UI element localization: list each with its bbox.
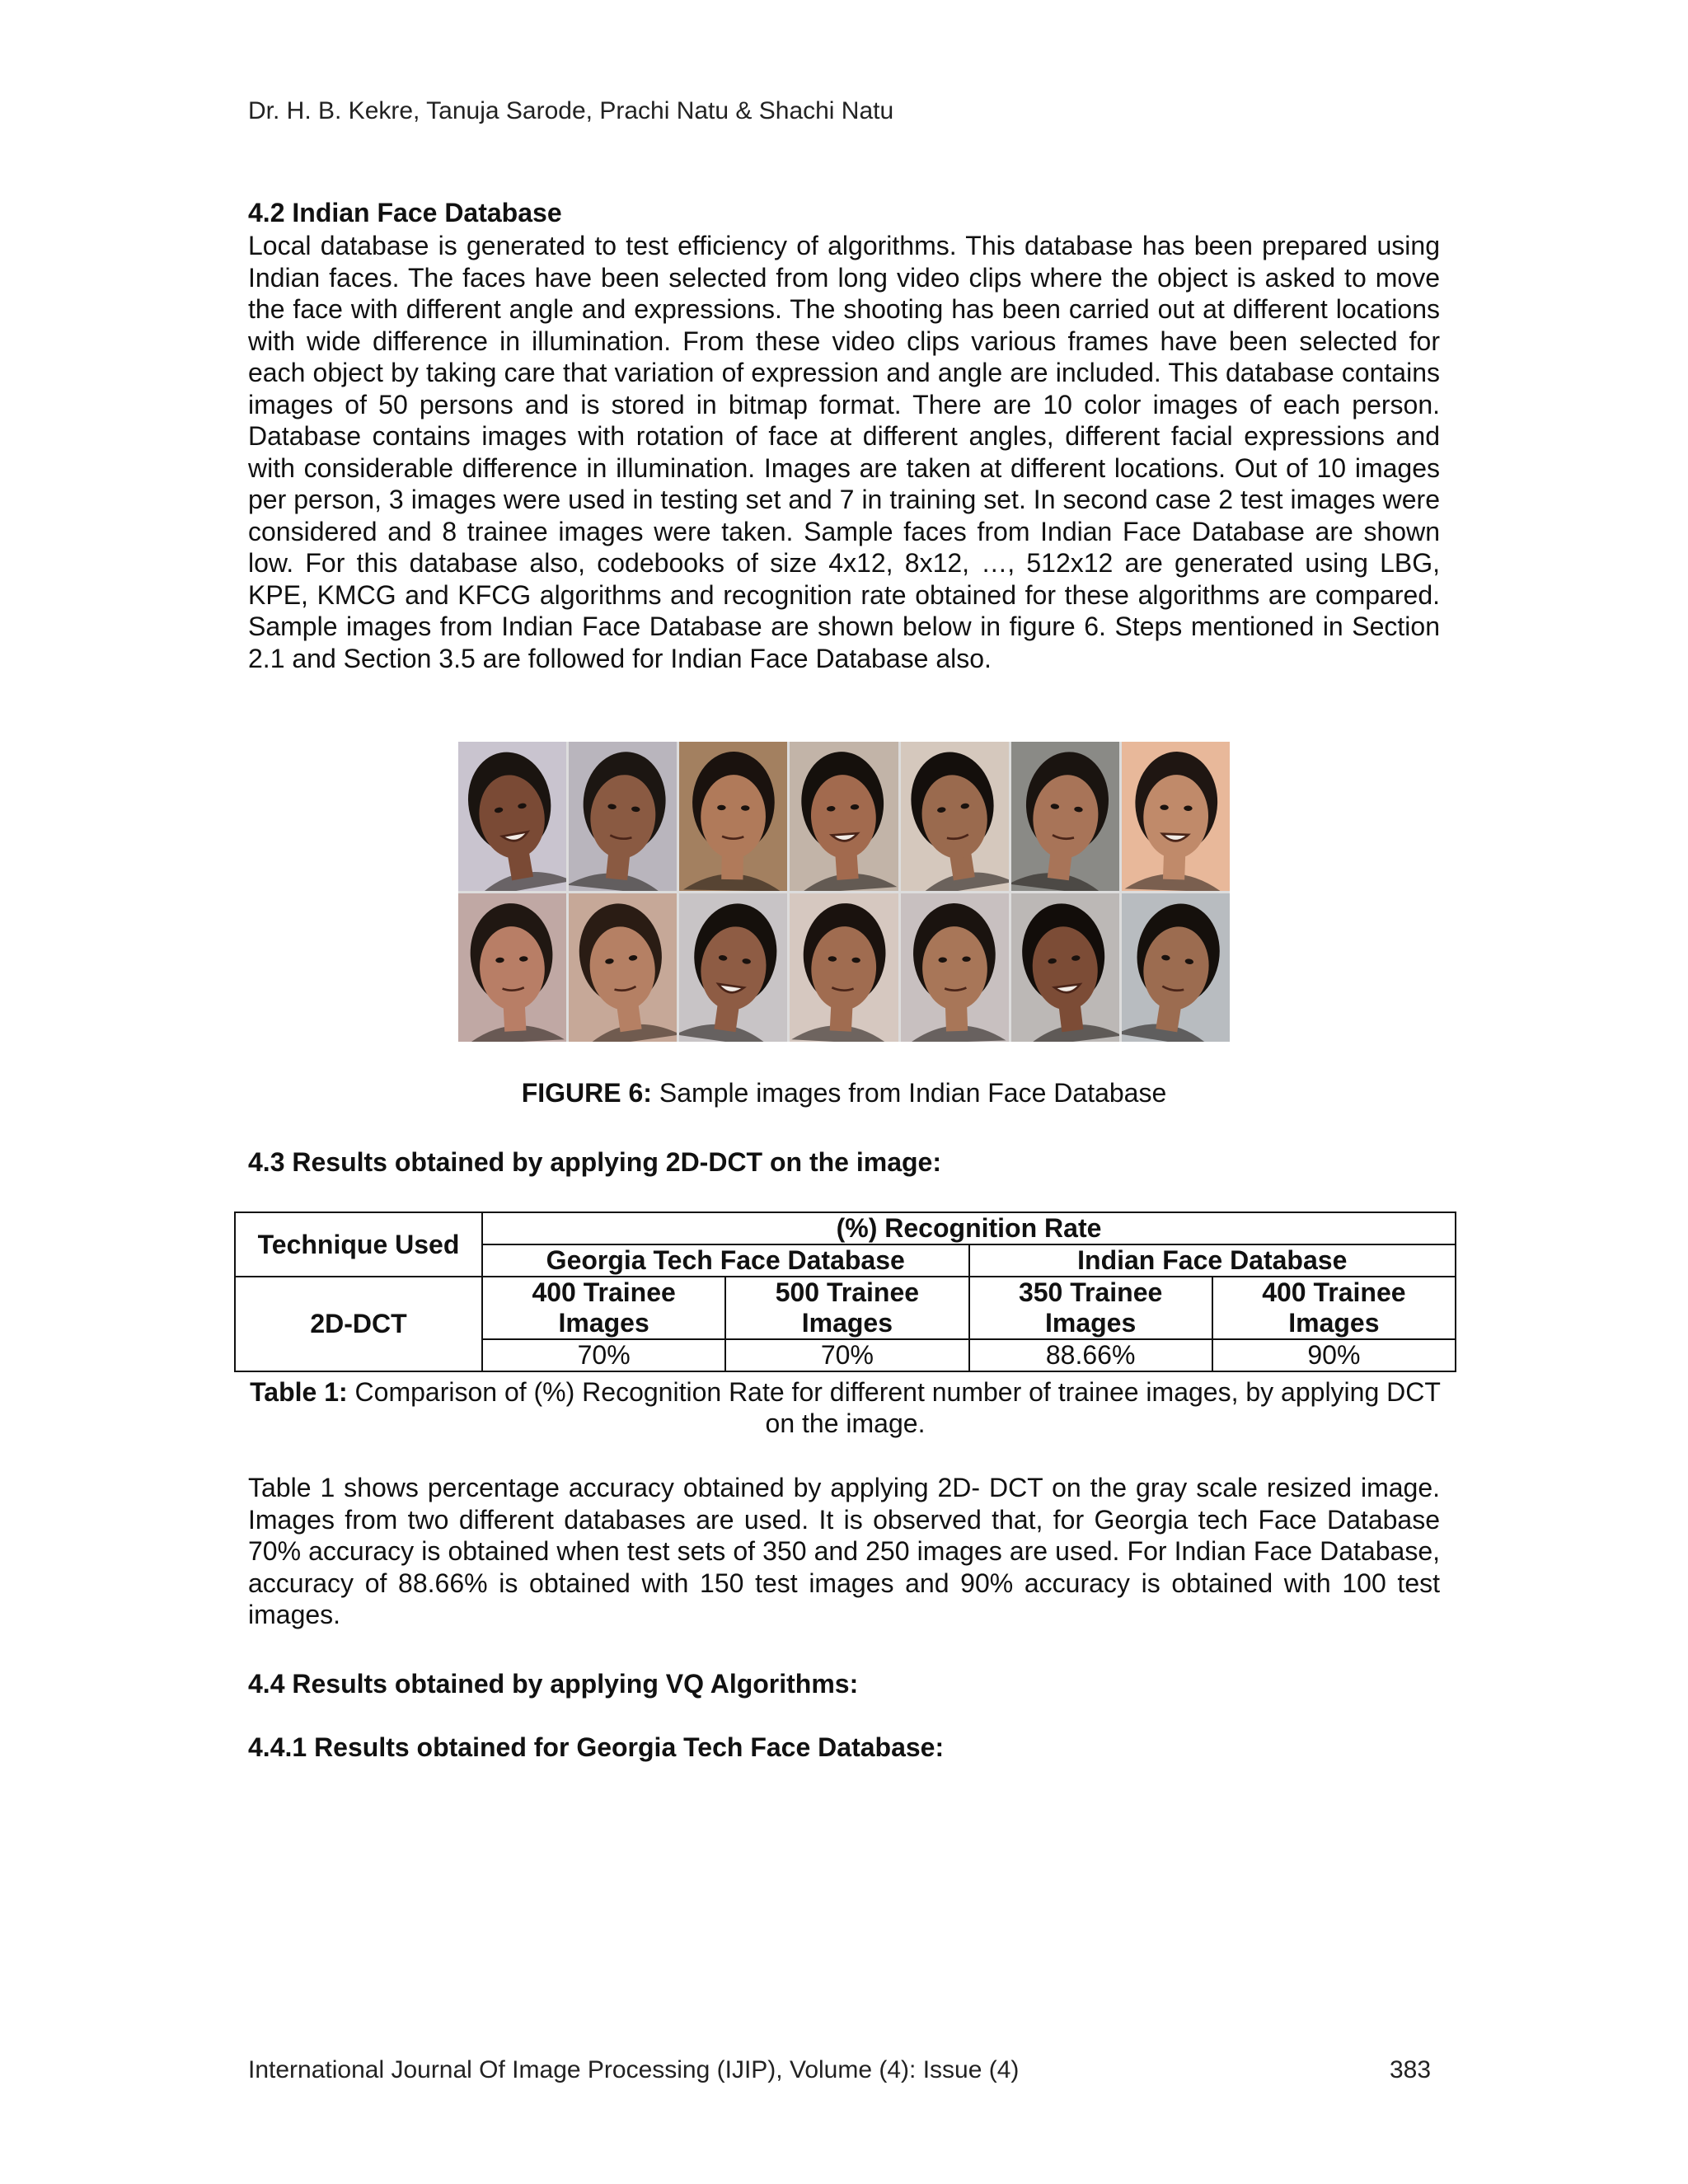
col-header-ifd-400: 400 Trainee Images <box>1212 1277 1456 1339</box>
journal-footer: International Journal Of Image Processing (IJIP), Volume (4): Issue (4) <box>248 2056 1020 2083</box>
header-georgia-tech-db: Georgia Tech Face Database <box>482 1244 969 1277</box>
table-caption-text: Comparison of (%) Recognition Rate for different number of trainee images, by applying DCT on the image. <box>354 1377 1441 1438</box>
section-heading-4-4: 4.4 Results obtained by applying VQ Algorithms: <box>248 1669 859 1699</box>
table-1-caption <box>234 1376 1456 1439</box>
header-indian-face-db: Indian Face Database <box>969 1244 1456 1277</box>
section-heading-4-2: 4.2 Indian Face Database <box>248 198 562 227</box>
figure-caption-text: Sample images from Indian Face Database <box>659 1078 1167 1108</box>
table-cell-ifd-400: 90% <box>1212 1339 1456 1371</box>
page-number: 383 <box>1390 2056 1432 2083</box>
face-image <box>679 742 787 891</box>
face-image <box>569 742 677 891</box>
face-image <box>458 742 566 891</box>
row-technique-2d-dct: 2D-DCT <box>235 1277 482 1371</box>
col-header-gt-500: 500 Trainee Images <box>725 1277 968 1339</box>
face-image <box>458 893 566 1043</box>
section-heading-4-3: 4.3 Results obtained by applying 2D-DCT on the image: <box>248 1147 941 1177</box>
face-image <box>901 893 1009 1043</box>
face-image <box>790 893 898 1043</box>
section-4-2-body: Local database is generated to test efficiency of algorithms. This database has been prepared using Indian faces. The faces have been selected from long video clips where the object is asked to move the face with different angle and expressions. The shooting has been carried out at different locations with wide difference in illumination. From these video clips various frames have been selected for each object by taking care that variation of expression and angle are included. This database contains images of 50 persons and is stored in bitmap format. There are 10 color images of each person. Database contains images with rotation of face at different angles, different facial expressions and with considerable difference in illumination. Images are taken at different locations. Out of 10 images per person, 3 images were used in testing set and 7 in training set. In second case 2 test images were considered and 8 trainee images were taken. Sample faces from Indian Face Database are shown low. For this database also, codebooks of size 4x12, 8x12, …, 512x12 are generated using LBG, KPE, KMCG and KFCG algorithms and recognition rate obtained for these algorithms are compared. Sample images from Indian Face Database are shown below in figure 6. Steps mentioned in Section 2.1 and Section 3.5 are followed for Indian Face Database also. <box>248 231 1440 673</box>
face-image <box>790 742 898 891</box>
face-image <box>679 893 787 1043</box>
table-cell-gt-500: 70% <box>725 1339 968 1371</box>
header-technique-used: Technique Used <box>235 1212 482 1277</box>
face-image <box>1122 893 1230 1043</box>
face-image <box>1011 742 1119 891</box>
figure-6-sample-faces <box>458 742 1230 1042</box>
section-heading-4-4-1: 4.4.1 Results obtained for Georgia Tech Face Database: <box>248 1732 945 1762</box>
table-1-discussion: Table 1 shows percentage accuracy obtained by applying 2D- DCT on the gray scale resized image. Images from two different databases are used. It is observed that, for Georgia tech Face Database 70% accuracy is obtained when test sets of 350 and 250 images are used. For Indian Face Database, accuracy of 88.66% is obtained with 150 test images and 90% accuracy is obtained with 100 test images. <box>248 1473 1440 1629</box>
header-recognition-rate: (%) Recognition Rate <box>482 1212 1456 1244</box>
figure-6-caption <box>0 1078 1688 1108</box>
table-1-recognition-rate <box>234 1212 1456 1372</box>
figure-label: FIGURE 6: <box>521 1078 652 1108</box>
face-image <box>901 742 1009 891</box>
running-header: Dr. H. B. Kekre, Tanuja Sarode, Prachi Natu & Shachi Natu <box>248 97 894 124</box>
face-image <box>1011 893 1119 1043</box>
col-header-ifd-350: 350 Trainee Images <box>969 1277 1212 1339</box>
face-image <box>569 893 677 1043</box>
table-cell-gt-400: 70% <box>482 1339 725 1371</box>
face-image <box>1122 742 1230 891</box>
table-caption-label: Table 1: <box>250 1377 348 1407</box>
col-header-gt-400: 400 Trainee Images <box>482 1277 725 1339</box>
table-cell-ifd-350: 88.66% <box>969 1339 1212 1371</box>
